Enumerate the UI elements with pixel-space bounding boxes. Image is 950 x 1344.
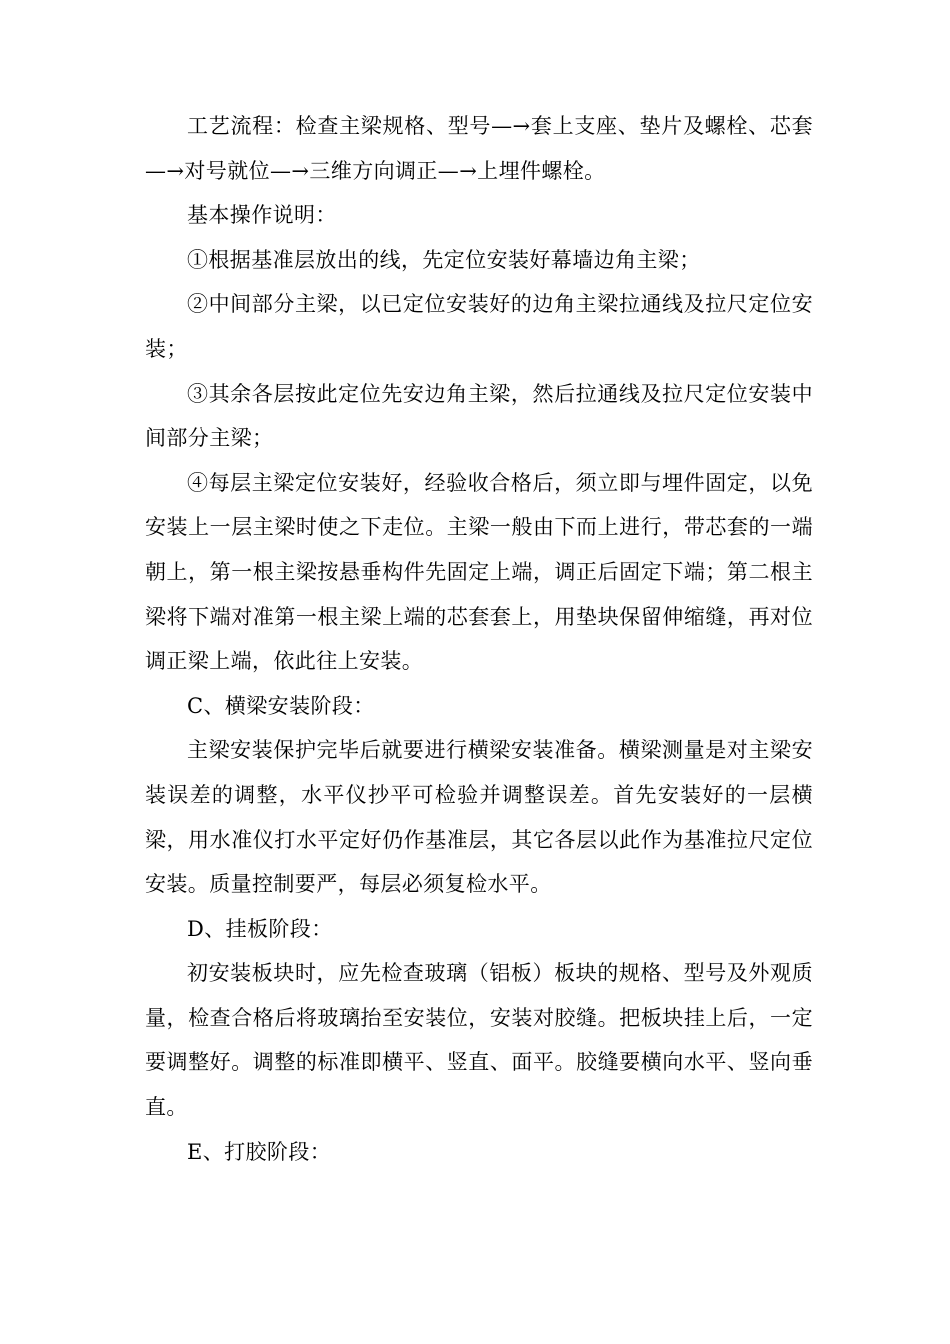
process-flow-paragraph: 工艺流程：检查主梁规格、型号—→套上支座、垫片及螺栓、芯套—→对号就位—→三维方向调正—→上埋件螺栓。 — [145, 114, 813, 183]
step-2-paragraph: ②中间部分主梁，以已定位安装好的边角主梁拉通线及拉尺定位安装； — [145, 292, 813, 361]
panel-hanging-paragraph: 初安装板块时，应先检查玻璃（铝板）板块的规格、型号及外观质量，检查合格后将玻璃抬至安装位，安装对胶缝。把板块挂上后，一定要调整好。调整的标准即横平、竖直、面平。胶缝要横向水平、竖向垂直。 — [145, 961, 813, 1120]
crossbeam-paragraph: 主梁安装保护完毕后就要进行横梁安装准备。横梁测量是对主梁安装误差的调整，水平仪抄平可检验并调整误差。首先安装好的一层横梁，用水准仪打水平定好仍作基准层，其它各层以此作为基准拉尺定位安装。质量控制要严，每层必须复检水平。 — [145, 738, 813, 897]
step-3-paragraph: ③其余各层按此定位先安边角主梁，然后拉通线及拉尺定位安装中间部分主梁； — [145, 381, 813, 451]
step-4-paragraph: ④每层主梁定位安装好，经验收合格后，须立即与埋件固定，以免安装上一层主梁时使之下走位。主梁一般由下而上进行，带芯套的一端朝上，第一根主梁按悬垂构件先固定上端，调正后固定下端；第二根主梁将下端对准第一根主梁上端的芯套套上，用垫块保留伸缩缝，再对位调正梁上端，依此往上安装。 — [145, 470, 813, 674]
section-e-heading: E、打胶阶段： — [187, 1139, 332, 1164]
basic-operation-heading: 基本操作说明： — [187, 203, 337, 228]
section-d-heading: D、挂板阶段： — [187, 916, 333, 941]
document-body — [145, 104, 813, 1174]
section-c-heading: C、横梁安装阶段： — [187, 693, 375, 718]
step-1-paragraph: ①根据基准层放出的线，先定位安装好幕墙边角主梁； — [187, 247, 701, 272]
